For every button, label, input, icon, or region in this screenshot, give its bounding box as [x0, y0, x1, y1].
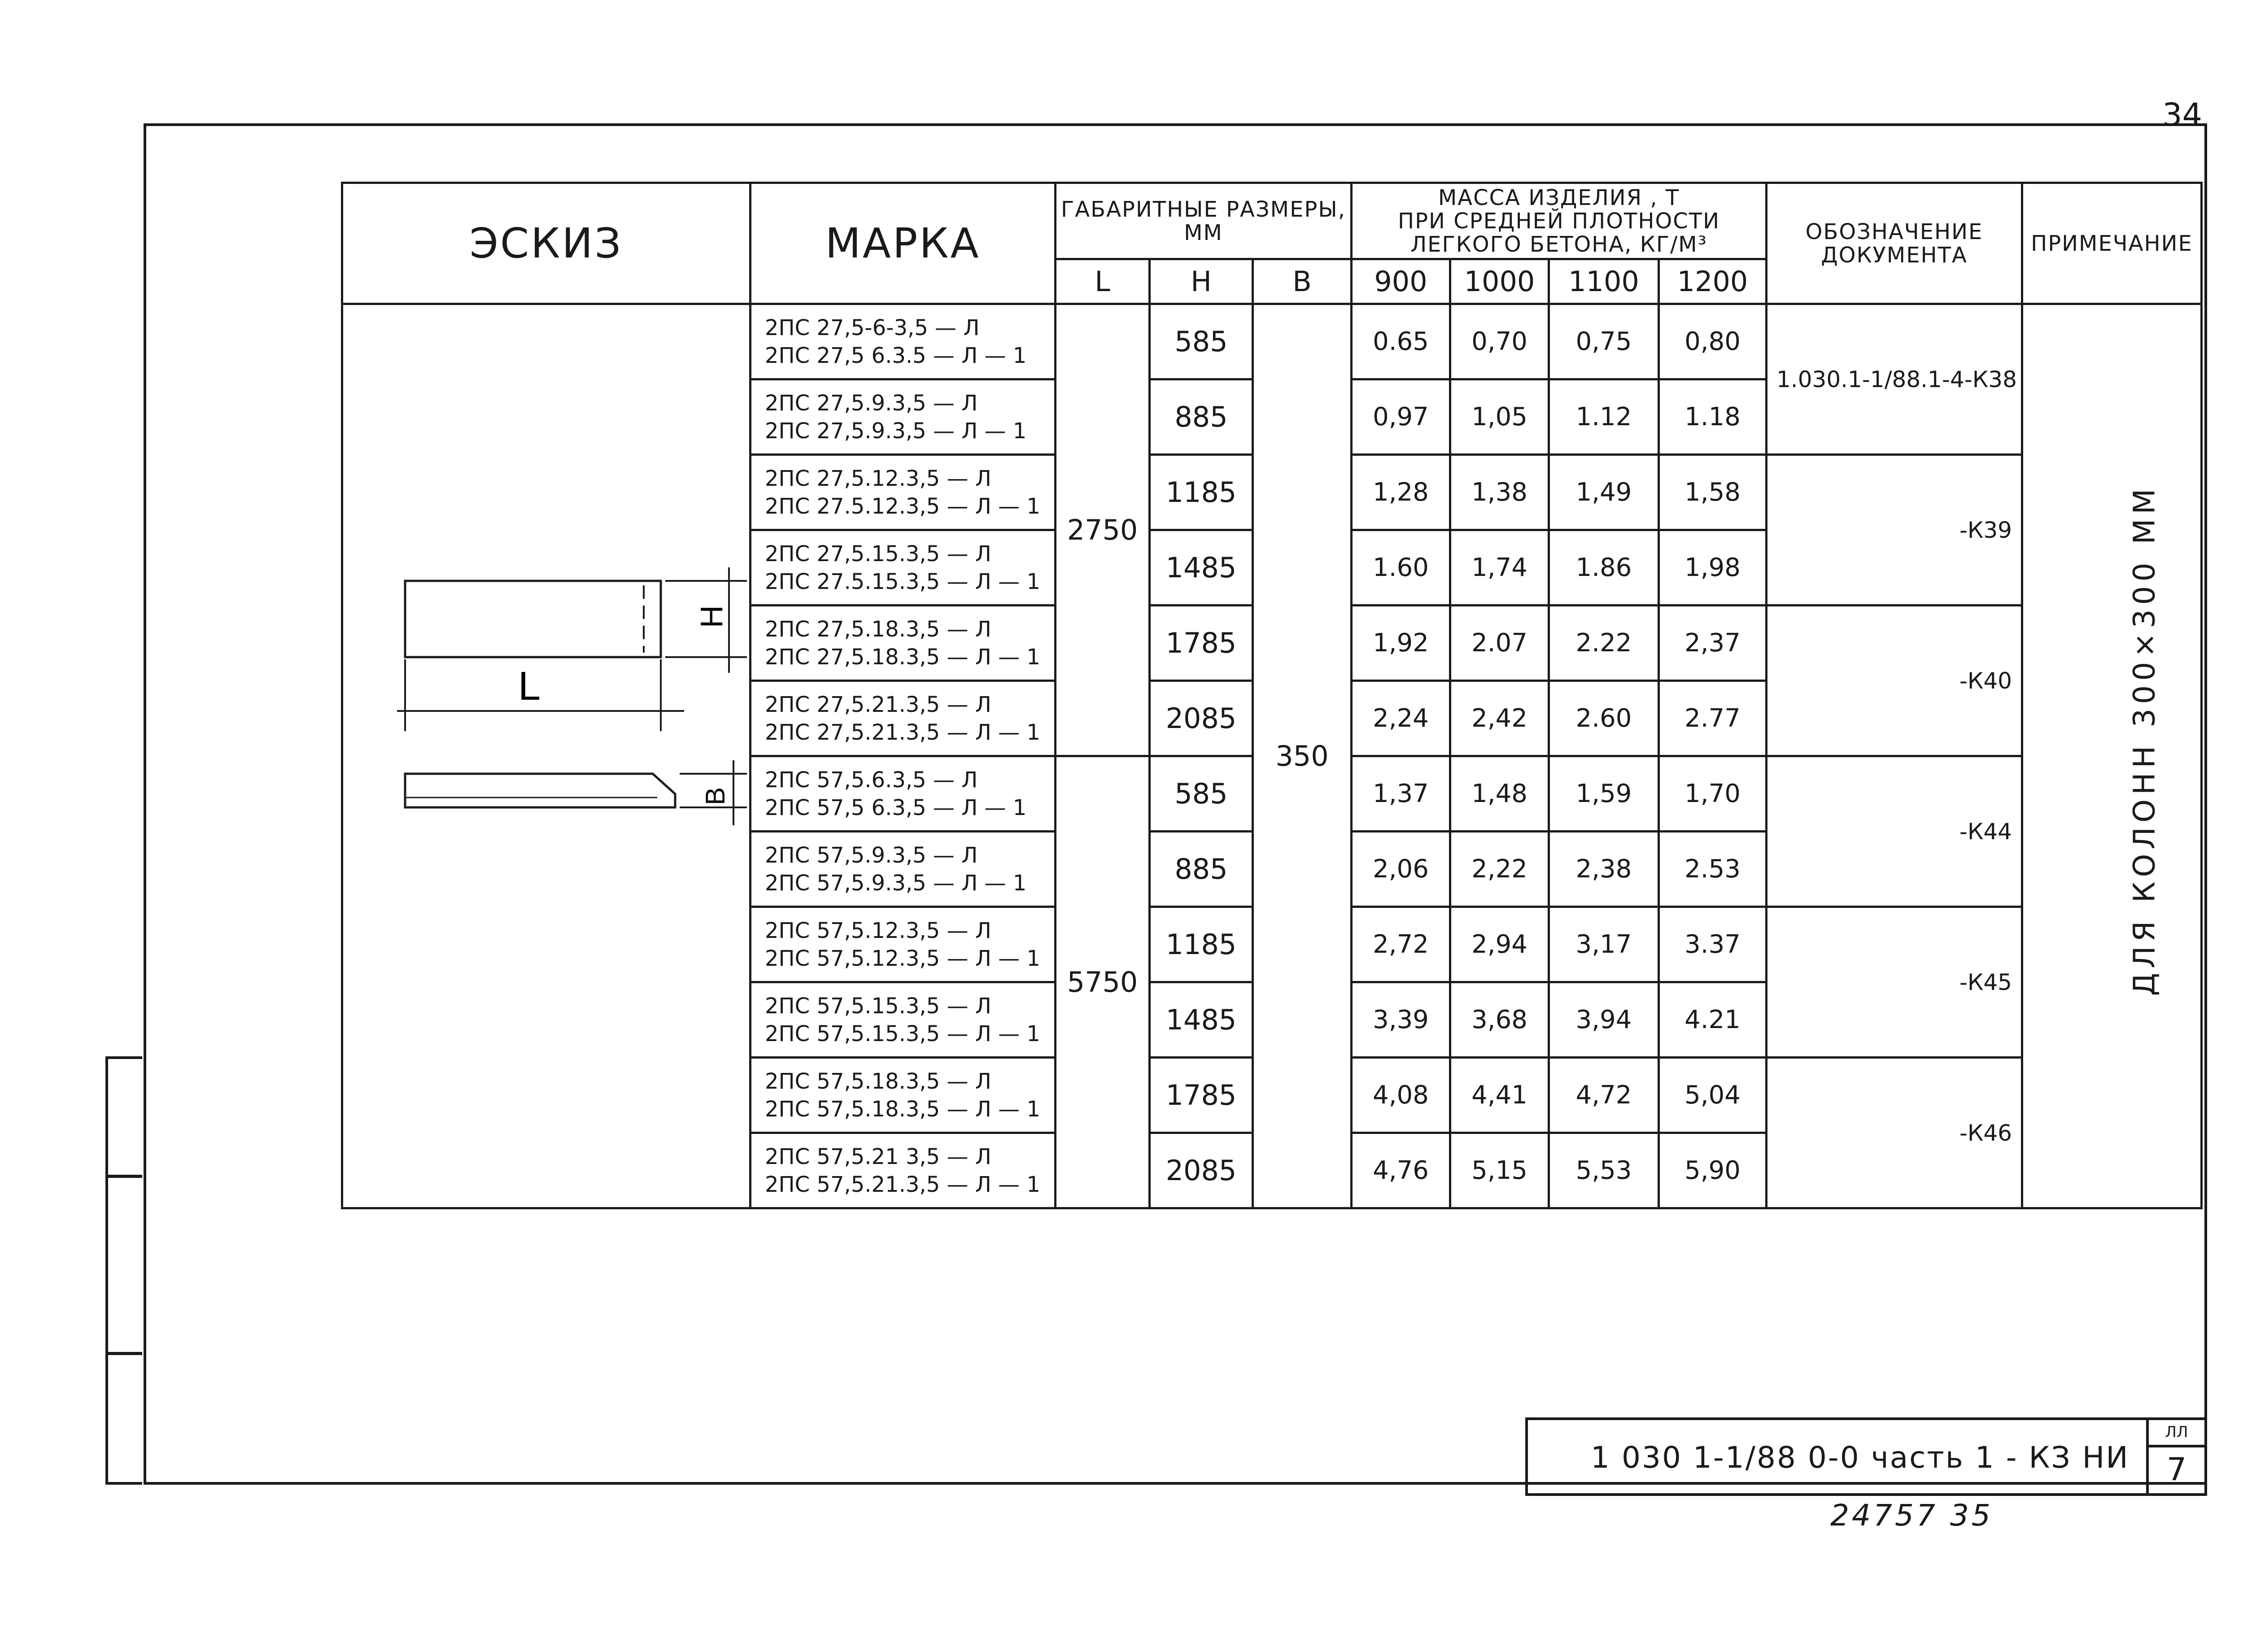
mark-line: 2ПС 27,5.21.3,5 — Л: [765, 692, 991, 717]
mass-1100: 2.60: [1549, 681, 1659, 756]
mass-1000: 2,42: [1450, 681, 1549, 756]
mark-line: 2ПС 57,5.18.3,5 — Л: [765, 1068, 991, 1094]
mark-line: 2ПС 27,5.9.3,5 — Л — 1: [765, 418, 1027, 444]
mark-line: 2ПС 27,5.15.3,5 — Л: [765, 541, 991, 567]
mark-cell: [751, 832, 1056, 907]
height-cell: 1185: [1150, 907, 1253, 982]
mass-1200: 5,04: [1659, 1058, 1767, 1133]
header-note: ПРИМЕЧАНИЕ: [2022, 183, 2202, 304]
note-text: ДЛЯ КОЛОНН 300×300 ММ: [2127, 484, 2162, 996]
mass-900: 4,08: [1352, 1058, 1450, 1133]
mark-line: 2ПС 57,5.12.3,5 — Л — 1: [765, 946, 1040, 971]
page-number: 34: [2162, 96, 2203, 133]
document-k46: -К46: [1767, 1058, 2022, 1208]
mark-cell: [751, 606, 1056, 681]
height-cell: 2085: [1150, 681, 1253, 756]
header-density-1100: 1100: [1549, 259, 1659, 304]
header-mass: [1352, 183, 1767, 259]
mark-line: 2ПС 57,5.15.3,5 — Л — 1: [765, 1021, 1040, 1046]
mass-1100: 1,59: [1549, 756, 1659, 832]
height-cell: 585: [1150, 756, 1253, 832]
mass-1100: 5,53: [1549, 1133, 1659, 1208]
header-density-1000: 1000: [1450, 259, 1549, 304]
mass-1200: 4.21: [1659, 982, 1767, 1058]
mass-900: 3,39: [1352, 982, 1450, 1058]
mass-1100: 3,17: [1549, 907, 1659, 982]
height-cell: 1485: [1150, 982, 1253, 1058]
mark-cell: [751, 756, 1056, 832]
binding-strip-1: [105, 1056, 142, 1177]
binding-strip-3: [105, 1352, 142, 1485]
sheet-label: ЛЛ: [2149, 1420, 2204, 1447]
header-L: L: [1056, 259, 1150, 304]
binding-strip-2: [105, 1175, 142, 1355]
label-H: H: [694, 605, 729, 628]
mass-1200: 1,70: [1659, 756, 1767, 832]
mass-1200: 5,90: [1659, 1133, 1767, 1208]
mass-1000: 3,68: [1450, 982, 1549, 1058]
label-L: L: [518, 664, 541, 709]
height-cell: 1785: [1150, 606, 1253, 681]
mark-line: 2ПС 27,5-6-3,5 — Л: [765, 315, 980, 340]
panel-plan: [405, 774, 675, 807]
header-mark: МАРКА: [751, 183, 1056, 304]
header-dimensions: ГАБАРИТНЫЕ РАЗМЕРЫ, ММ: [1056, 183, 1352, 259]
header-document: ОБОЗНАЧЕНИЕ ДОКУМЕНТА: [1767, 183, 2022, 304]
width-cell: 350: [1253, 304, 1352, 1208]
mass-1200: 1,98: [1659, 530, 1767, 606]
mass-1000: 0,70: [1450, 304, 1549, 379]
note-cell: [2022, 304, 2202, 1208]
mass-1100: 3,94: [1549, 982, 1659, 1058]
table-row: [342, 304, 2202, 379]
mass-1200: 2.77: [1659, 681, 1767, 756]
archive-number: 24757 35: [1830, 1498, 1993, 1533]
mark-line: 2ПС 57,5.9.3,5 — Л — 1: [765, 870, 1027, 896]
mass-900: 0,97: [1352, 379, 1450, 455]
mark-line: 2ПС 57,5.9.3,5 — Л: [765, 842, 978, 868]
mass-1100: 2.22: [1549, 606, 1659, 681]
mass-900: 2,06: [1352, 832, 1450, 907]
mark-line: 2ПС 27,5.21.3,5 — Л — 1: [765, 719, 1040, 745]
mass-900: 2,72: [1352, 907, 1450, 982]
header-mass-line1: МАССА ИЗДЕЛИЯ , Т: [1438, 185, 1680, 210]
mark-line: 2ПС 57,5.12.3,5 — Л: [765, 918, 991, 943]
mark-line: 2ПС 57,5.21.3,5 — Л — 1: [765, 1172, 1040, 1197]
height-cell: 585: [1150, 304, 1253, 379]
label-B: B: [700, 787, 730, 805]
mass-1200: 2,37: [1659, 606, 1767, 681]
height-cell: 2085: [1150, 1133, 1253, 1208]
mass-1200: 3.37: [1659, 907, 1767, 982]
header-B: B: [1253, 259, 1352, 304]
mark-line: 2ПС 27,5.18.3,5 — Л — 1: [765, 644, 1040, 670]
mass-900: 1.60: [1352, 530, 1450, 606]
mass-1200: 1,58: [1659, 455, 1767, 530]
title-stamp: [1525, 1417, 2207, 1496]
header-density-1200: 1200: [1659, 259, 1767, 304]
mark-cell: [751, 1133, 1056, 1208]
header-sketch: ЭСКИЗ: [342, 183, 751, 304]
height-cell: 1185: [1150, 455, 1253, 530]
mass-1100: 1.86: [1549, 530, 1659, 606]
mass-900: 0.65: [1352, 304, 1450, 379]
mass-900: 4,76: [1352, 1133, 1450, 1208]
document-k40: -К40: [1767, 606, 2022, 756]
mass-1000: 1,38: [1450, 455, 1549, 530]
document-k45: -К45: [1767, 907, 2022, 1058]
document-k39: -К39: [1767, 455, 2022, 606]
document-k38: 1.030.1-1/88.1-4-К38: [1767, 304, 2022, 455]
mass-900: 1,37: [1352, 756, 1450, 832]
mark-line: 2ПС 27.5.12.3,5 — Л — 1: [765, 493, 1040, 519]
mark-line: 2ПС 27.5.15.3,5 — Л — 1: [765, 569, 1040, 594]
sheet-box: [2146, 1420, 2204, 1493]
mass-1200: 1.18: [1659, 379, 1767, 455]
mass-1100: 4,72: [1549, 1058, 1659, 1133]
mark-cell: [751, 379, 1056, 455]
header-mass-line3: ЛЕГКОГО БЕТОНА, КГ/М³: [1410, 231, 1707, 257]
panel-sketch: [343, 305, 747, 1202]
mark-cell: [751, 907, 1056, 982]
document-k44: -К44: [1767, 756, 2022, 907]
height-cell: 1485: [1150, 530, 1253, 606]
mass-1100: 1,49: [1549, 455, 1659, 530]
mark-line: 2ПС 27,5 6.3.5 — Л — 1: [765, 343, 1027, 368]
mark-cell: [751, 455, 1056, 530]
mass-1100: 0,75: [1549, 304, 1659, 379]
specification-table: [341, 182, 2203, 1209]
mark-cell: [751, 681, 1056, 756]
document-code: 1 030 1-1/88 0-0 часть 1 - КЗ НИ: [1591, 1440, 2130, 1475]
panel-elevation: [405, 581, 661, 657]
mark-line: 2ПС 27,5.18.3,5 — Л: [765, 616, 991, 642]
sketch-cell: [342, 304, 751, 1208]
mark-cell: [751, 982, 1056, 1058]
mark-line: 2ПС 27,5.12.3,5 — Л: [765, 466, 991, 491]
mark-cell: [751, 1058, 1056, 1133]
mark-line: 2ПС 57,5.6.3,5 — Л: [765, 767, 978, 793]
mass-1000: 1,74: [1450, 530, 1549, 606]
mark-cell: [751, 530, 1056, 606]
mass-1100: 2,38: [1549, 832, 1659, 907]
mark-line: 2ПС 57,5.21 3,5 — Л: [765, 1144, 991, 1169]
height-cell: 1785: [1150, 1058, 1253, 1133]
mass-900: 2,24: [1352, 681, 1450, 756]
header-density-900: 900: [1352, 259, 1450, 304]
mass-900: 1,28: [1352, 455, 1450, 530]
sheet-number: 7: [2166, 1451, 2187, 1488]
header-mass-line2: ПРИ СРЕДНЕЙ ПЛОТНОСТИ: [1398, 208, 1720, 234]
mass-1000: 1,05: [1450, 379, 1549, 455]
mass-900: 1,92: [1352, 606, 1450, 681]
header-H: H: [1150, 259, 1253, 304]
mark-cell: [751, 304, 1056, 379]
mass-1200: 2.53: [1659, 832, 1767, 907]
mass-1000: 5,15: [1450, 1133, 1549, 1208]
mark-line: 2ПС 27,5.9.3,5 — Л: [765, 390, 978, 416]
mass-1100: 1.12: [1549, 379, 1659, 455]
mark-line: 2ПС 57,5.18.3,5 — Л — 1: [765, 1096, 1040, 1122]
length-group-2: 5750: [1056, 756, 1150, 1208]
length-group-1: 2750: [1056, 304, 1150, 756]
height-cell: 885: [1150, 832, 1253, 907]
mass-1000: 2,22: [1450, 832, 1549, 907]
mass-1000: 4,41: [1450, 1058, 1549, 1133]
height-cell: 885: [1150, 379, 1253, 455]
mark-line: 2ПС 57,5.15.3,5 — Л: [765, 993, 991, 1019]
mass-1200: 0,80: [1659, 304, 1767, 379]
mass-1000: 2,94: [1450, 907, 1549, 982]
mass-1000: 2.07: [1450, 606, 1549, 681]
mass-1000: 1,48: [1450, 756, 1549, 832]
mark-line: 2ПС 57,5 6.3,5 — Л — 1: [765, 795, 1027, 820]
